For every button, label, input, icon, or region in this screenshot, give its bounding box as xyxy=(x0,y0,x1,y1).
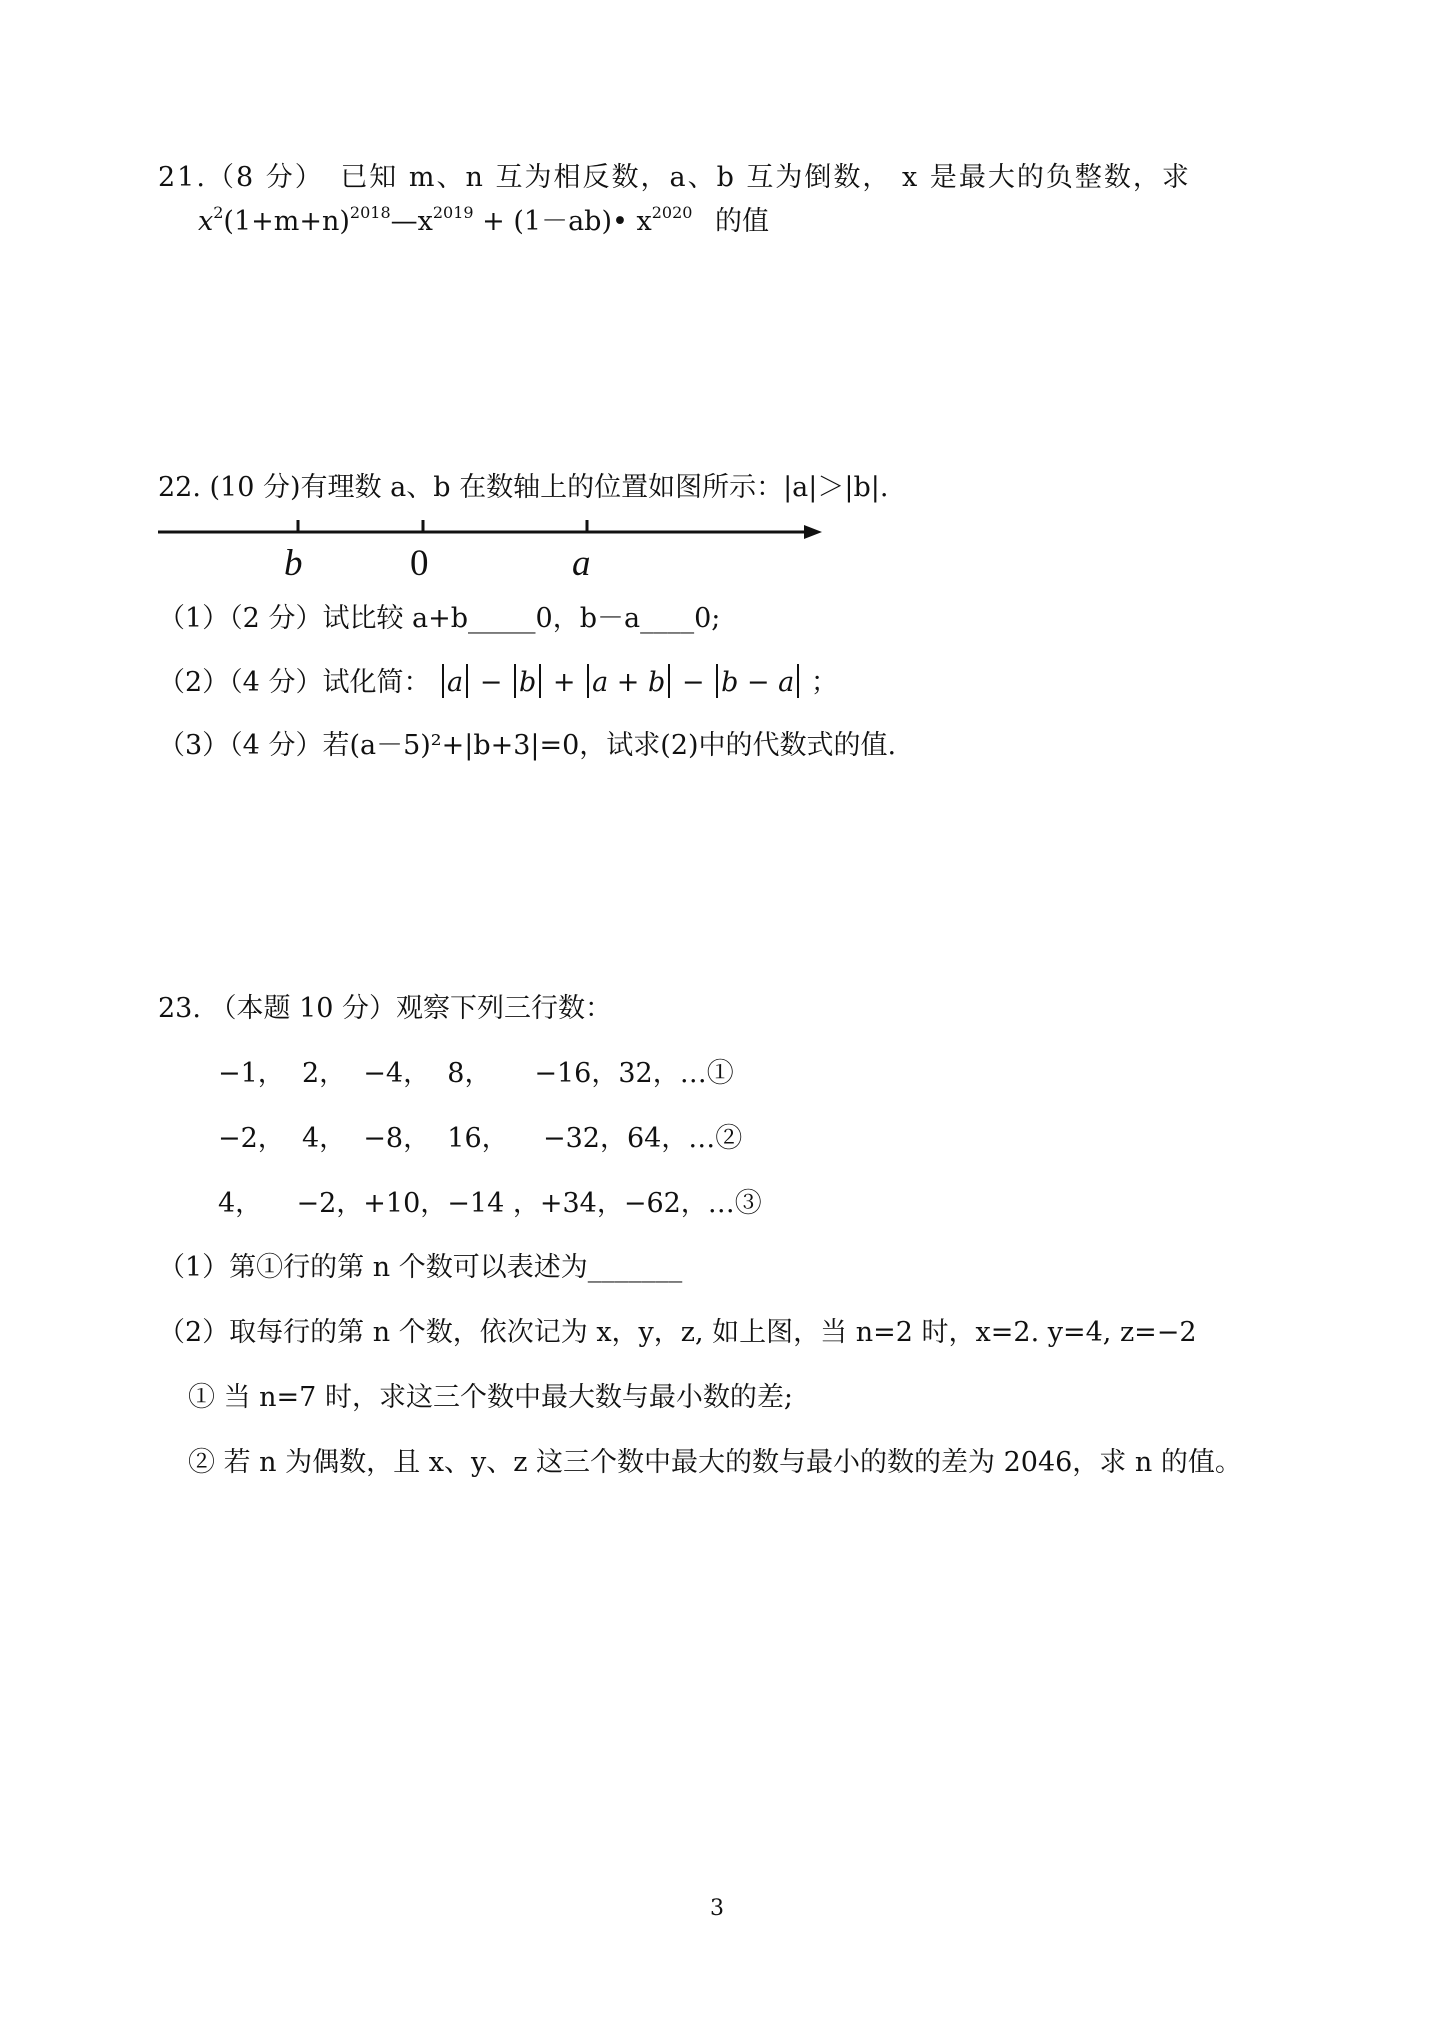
q22-part2-ab: a + b xyxy=(592,667,666,698)
q21-expr-mid: (1+m+n) xyxy=(223,206,350,237)
q21-line1 xyxy=(158,162,1191,194)
q23-part2: （2）取每行的第 n 个数，依次记为 x，y，z, 如上图，当 n=2 时，x=2. y=4, z=−2 xyxy=(158,1317,1197,1348)
q22-part2-b1: b xyxy=(518,667,537,698)
q23-title: 23. （本题 10 分）观察下列三行数： xyxy=(158,993,613,1024)
q23-row1: −1， 2， −4， 8， −16，32，…① xyxy=(218,1058,734,1089)
q21-expr-tail: 的值 xyxy=(715,206,770,237)
q22-title: 22. (10 分)有理数 a、b 在数轴上的位置如图所示：|a|＞|b|. xyxy=(158,472,889,503)
q22-part3: （3）（4 分）若(a－5)²+|b+3|=0，试求(2)中的代数式的值. xyxy=(158,730,897,761)
q22-part1: （1）（2 分）试比较 a+b_____0，b－a____0; xyxy=(158,603,721,634)
q21-score: （8 分） xyxy=(206,162,324,193)
q23-sub2: ② 若 n 为偶数，且 x、y、z 这三个数中最大的数与最小的数的差为 2046，求 n 的值。 xyxy=(188,1447,1242,1478)
q22-part2-op2: + xyxy=(552,667,576,698)
q21-expr-mid-exp: 2018 xyxy=(349,203,391,222)
q21-number: 21. xyxy=(158,162,207,193)
page-number: 3 xyxy=(710,1896,724,1921)
q22-part2 xyxy=(158,664,838,699)
q21-expr-x: x xyxy=(198,206,214,237)
q23-row3: 4， −2，+10，−14 ，+34，−62，…③ xyxy=(218,1188,762,1219)
q21-expr-exp3: 2020 xyxy=(651,203,693,222)
q21-expr-plus: + (1－ab)• x xyxy=(473,206,652,237)
q21-expr-dash: —x xyxy=(390,206,433,237)
label-b: b xyxy=(284,543,303,584)
q22-part2-suffix: ； xyxy=(810,667,838,698)
q22-part2-prefix: （2）（4 分）试化简： xyxy=(158,667,431,698)
q23-sub1: ① 当 n=7 时，求这三个数中最大数与最小数的差; xyxy=(188,1382,794,1413)
q21-expr-x-exp: 2 xyxy=(213,203,224,222)
q23-row2: −2， 4， −8， 16， −32，64，…② xyxy=(218,1123,743,1154)
number-line-arrow-icon xyxy=(804,525,822,539)
number-line xyxy=(0,500,1431,580)
q22-part2-ba: b − a xyxy=(721,667,795,698)
label-a: a xyxy=(572,543,591,584)
label-zero: 0 xyxy=(410,543,429,584)
q22-part2-op1: − xyxy=(479,667,503,698)
q22-part2-op3: − xyxy=(681,667,705,698)
q21-stem: 已知 m、n 互为相反数，a、b 互为倒数， x 是最大的负整数，求 xyxy=(340,162,1191,193)
q21-expr-exp2: 2019 xyxy=(432,203,474,222)
q23-part1: （1）第①行的第 n 个数可以表述为_______ xyxy=(158,1252,683,1283)
q21-expression xyxy=(198,203,770,238)
q22-part2-a1: a xyxy=(447,667,464,698)
